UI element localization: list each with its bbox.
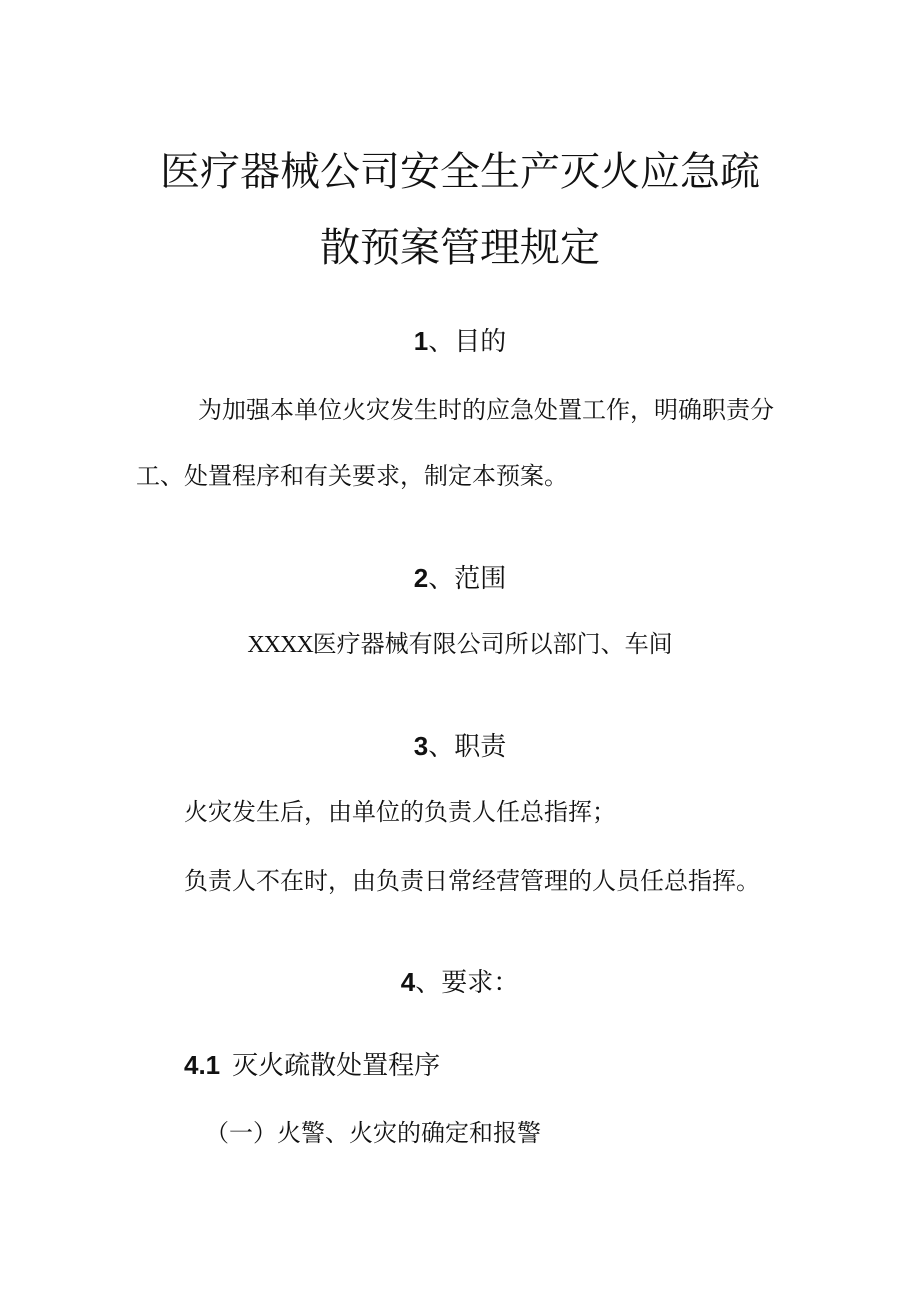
document-title-line-2: 散预案管理规定 — [320, 225, 600, 271]
section-heading-text: 、目的 — [428, 327, 507, 357]
scope-text: 医疗器械有限公司所以部门、车间 — [312, 630, 673, 658]
company-placeholder: XXXX — [247, 632, 313, 658]
subsection-number: 4.1 — [184, 1050, 221, 1080]
section-heading-text: 、职责 — [428, 732, 507, 762]
section-heading-purpose — [0, 328, 920, 355]
duty-line-1: 火灾发生后，由单位的负责人任总指挥； — [184, 798, 616, 826]
section-number: 2 — [413, 563, 429, 593]
subsection-item-1: （一）火警、火灾的确定和报警 — [205, 1119, 541, 1147]
section-heading-text: 、范围 — [428, 564, 507, 594]
section-heading-duty — [0, 733, 920, 760]
purpose-paragraph-line-2: 工、处置程序和有关要求，制定本预案。 — [136, 462, 568, 490]
subsection-heading-4-1 — [184, 1052, 440, 1079]
document-title-line-1: 医疗器械公司安全生产灭火应急疏 — [160, 149, 760, 195]
section-number: 3 — [413, 731, 429, 761]
section-heading-scope — [0, 565, 920, 592]
section-number: 1 — [413, 326, 429, 356]
section-number: 4 — [400, 967, 416, 997]
section-heading-text: 、要求： — [415, 968, 520, 998]
section-heading-requirements — [0, 969, 920, 996]
subsection-heading-text: 灭火疏散处置程序 — [232, 1051, 441, 1081]
scope-paragraph — [0, 632, 920, 657]
duty-line-2: 负责人不在时，由负责日常经营管理的人员任总指挥。 — [184, 867, 760, 895]
purpose-paragraph-line-1: 为加强本单位火灾发生时的应急处置工作，明确职责分 — [198, 396, 774, 424]
